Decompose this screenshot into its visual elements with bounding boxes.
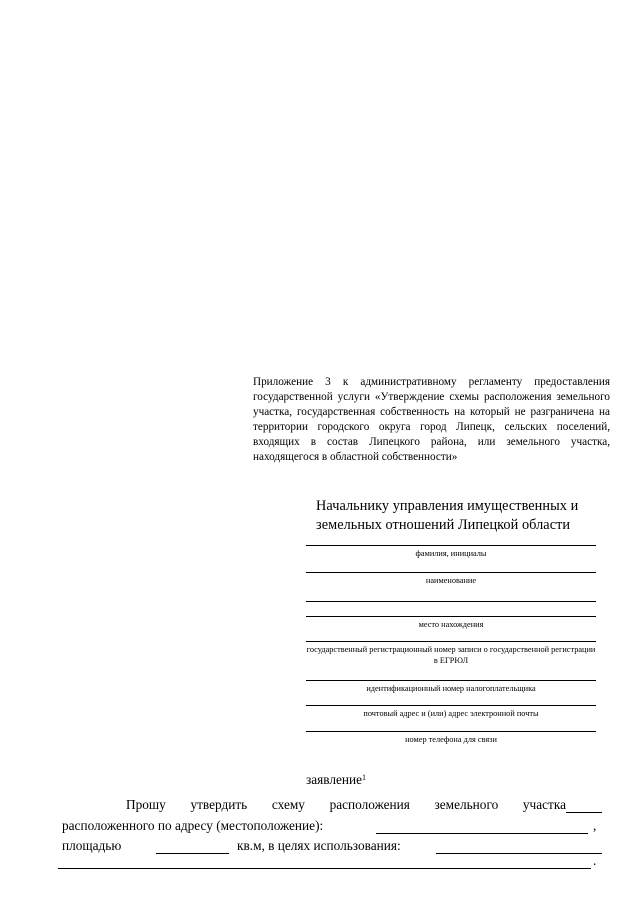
field-full-name[interactable]: фамилия, инициалы <box>306 545 596 560</box>
addressee-title: Начальнику управления имущественных и земельных отношений Липецкой области <box>316 498 579 533</box>
field-postal-or-email[interactable]: почтовый адрес и (или) адрес электронной почты <box>306 705 596 720</box>
footnote-marker: 1 <box>362 773 367 782</box>
area-input-line[interactable] <box>156 853 229 854</box>
purpose-input-line[interactable] <box>436 853 602 854</box>
address-label: расположенного по адресу (местоположение): <box>62 818 324 833</box>
field-inn[interactable]: идентификационный номер налогоплательщика <box>306 680 596 695</box>
field-egrul-registration-number[interactable]: государственный регистрационный номер записи о государственной регистрации в ЕГРЮЛ <box>306 641 596 666</box>
blank-line[interactable] <box>306 601 596 602</box>
purpose-continuation-line[interactable] <box>58 868 591 869</box>
application-heading <box>306 772 366 788</box>
field-organization-name[interactable]: наименование <box>306 572 596 587</box>
annex-header-text: Приложение 3 к административному регламенту предоставления государственной услуги «Утверждение схемы расположения земельного участка, государственная собственность на который не разграничена на территории городского округа город Липецк, сельских поселений, входящих в состав Липецкого района, или земельного участка, находящегося в областной собственности» <box>253 376 610 463</box>
area-unit-purpose-label: кв.м, в целях использования: <box>237 838 401 853</box>
area-label: площадью <box>62 838 122 853</box>
address-comma: , <box>593 818 597 833</box>
request-text: Прошу утвердить схему расположения земельного участка <box>126 797 566 812</box>
application-title: заявление <box>306 772 363 787</box>
field-phone[interactable]: номер телефона для связи <box>306 731 596 746</box>
plot-number-blank[interactable] <box>566 812 602 813</box>
address-input-line[interactable] <box>376 833 588 834</box>
purpose-period: . <box>593 853 597 868</box>
field-location[interactable]: место нахождения <box>306 616 596 631</box>
